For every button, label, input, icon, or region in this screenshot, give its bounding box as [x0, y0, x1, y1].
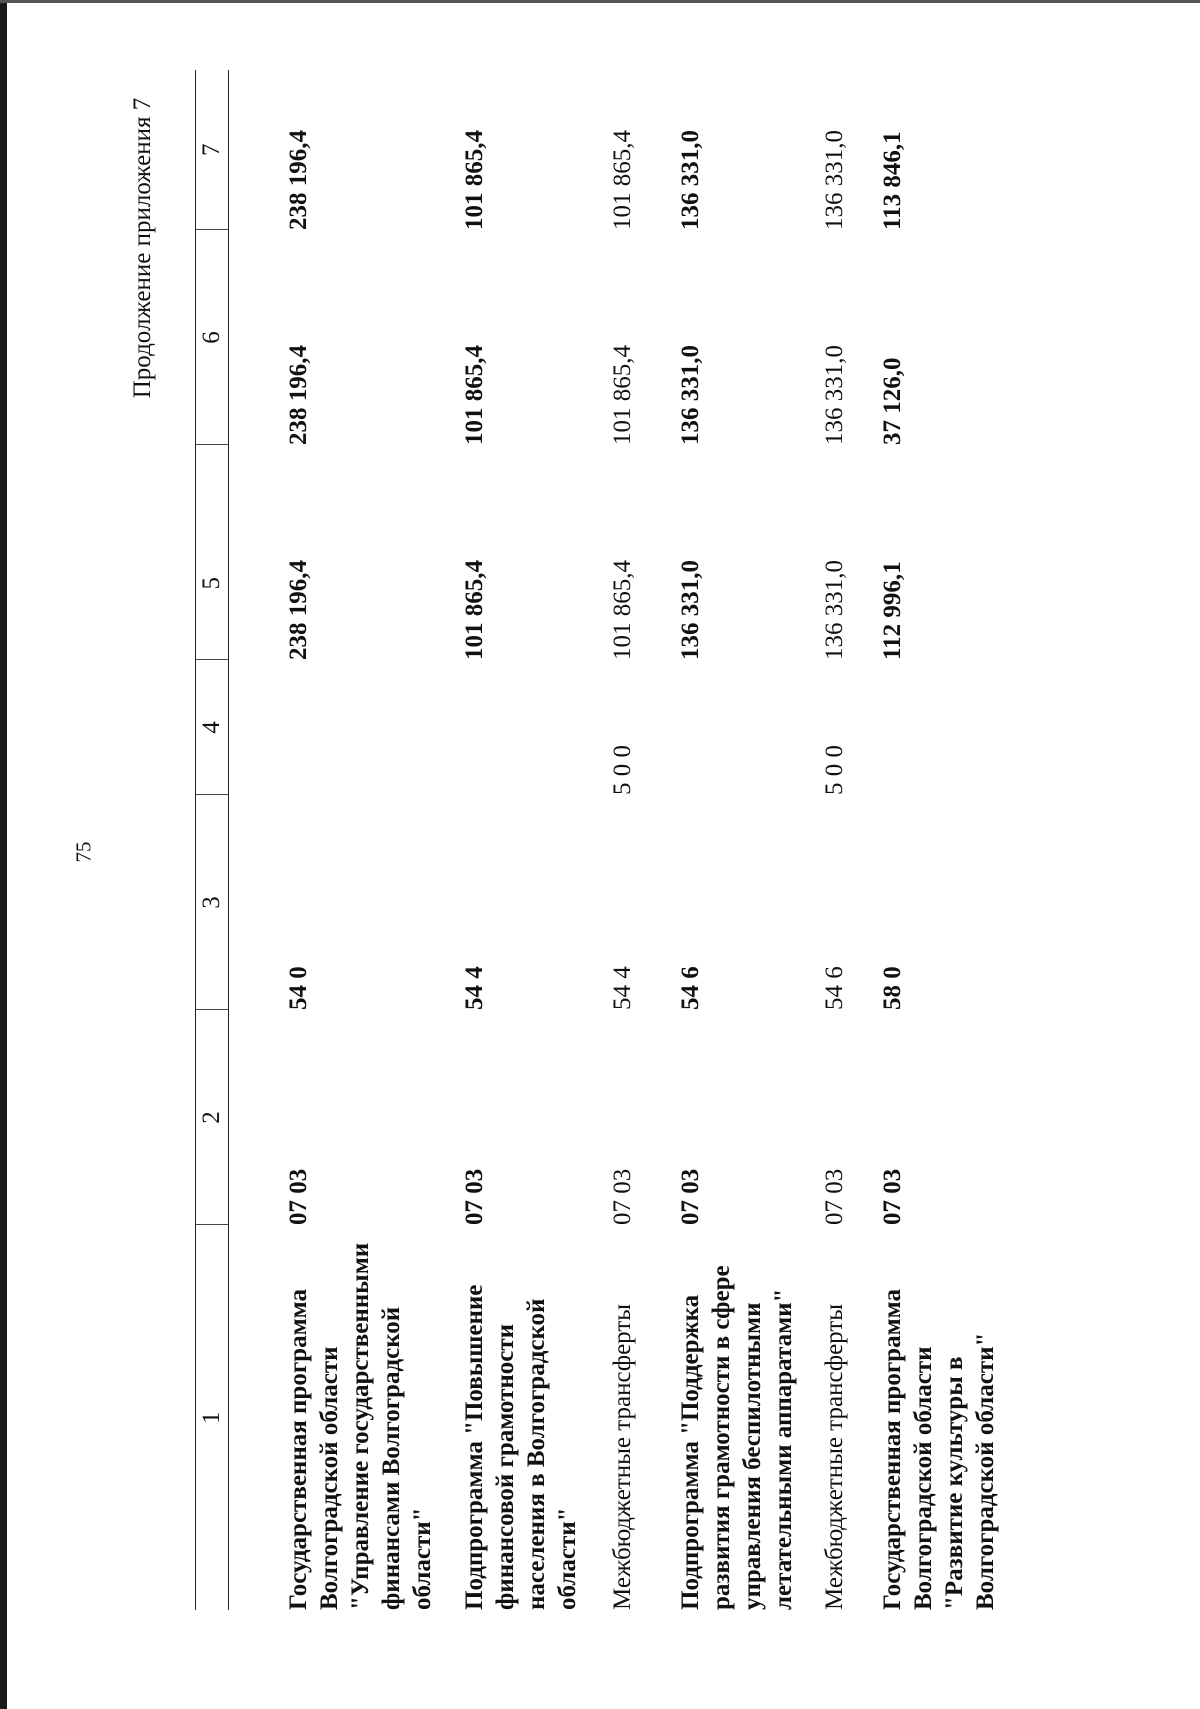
row-type: [877, 660, 1007, 795]
row-program: 54 0: [285, 966, 312, 1010]
header-col-7: 7: [196, 70, 229, 230]
row-value-7: 136 331,0: [821, 130, 848, 230]
table-row: [607, 70, 675, 1610]
row-name: Государственная программа Волгоградской области "Развитие культуры в Волгоградской области": [879, 1289, 999, 1610]
row-section: 07 03: [677, 1168, 704, 1225]
row-program: 54 4: [609, 966, 636, 1010]
row-type: [283, 660, 459, 795]
row-value-5: 101 865,4: [609, 560, 636, 660]
table-row: [877, 70, 1007, 1610]
row-program: 58 0: [879, 966, 906, 1010]
header-col-3: 3: [196, 795, 229, 1010]
row-section: 07 03: [609, 1168, 636, 1225]
row-value-6: 136 331,0: [821, 345, 848, 445]
header-col-6: 6: [196, 230, 229, 445]
scan-edge: [0, 0, 7, 1709]
budget-table: [195, 70, 1007, 1610]
row-value-5: 136 331,0: [821, 560, 848, 660]
row-name: Межбюджетные трансферты: [821, 1303, 848, 1610]
header-row: [196, 70, 229, 1610]
row-section: 07 03: [879, 1168, 906, 1225]
row-value-5: 238 196,4: [285, 560, 312, 660]
table-row: [459, 70, 607, 1610]
table-row: [819, 70, 877, 1610]
header-col-5: 5: [196, 445, 229, 660]
row-section: 07 03: [461, 1168, 488, 1225]
row-type: [459, 660, 607, 795]
row-value-6: 101 865,4: [461, 345, 488, 445]
row-value-7: 101 865,4: [461, 130, 488, 230]
row-section: 07 03: [821, 1168, 848, 1225]
row-program: 54 6: [677, 966, 704, 1010]
row-value-6: 238 196,4: [285, 345, 312, 445]
row-name: Подпрограмма "Поддержка развития грамотности в сфере управления беспилотными летательными аппаратами": [677, 1265, 797, 1610]
row-program: 54 4: [461, 966, 488, 1010]
row-value-5: 101 865,4: [461, 560, 488, 660]
rotated-table-container: [195, 70, 1035, 1610]
header-col-4: 4: [196, 660, 229, 795]
scan-edge-top: [0, 0, 1200, 3]
row-value-6: 101 865,4: [609, 345, 636, 445]
row-name: Межбюджетные трансферты: [609, 1303, 636, 1610]
row-value-7: 136 331,0: [677, 130, 704, 230]
continuation-label: Продолжение приложения 7: [129, 97, 156, 399]
row-value-6: 37 126,0: [879, 357, 906, 445]
row-value-7: 238 196,4: [285, 130, 312, 230]
row-value-5: 112 996,1: [879, 561, 906, 660]
table-row: [283, 70, 459, 1610]
row-program: 54 6: [821, 966, 848, 1010]
row-value-7: 113 846,1: [879, 131, 906, 230]
row-value-5: 136 331,0: [677, 560, 704, 660]
row-value-7: 101 865,4: [609, 130, 636, 230]
row-value-6: 136 331,0: [677, 345, 704, 445]
row-name: Государственная программа Волгоградской области "Управление государственными финансами Волгоградской области": [285, 1242, 436, 1610]
header-col-1: 1: [196, 1225, 229, 1610]
spacer-row: [229, 70, 284, 1610]
row-type: [675, 660, 819, 795]
row-name: Подпрограмма "Повышение финансовой грамотности населения в Волгоградской области": [461, 1284, 581, 1610]
row-section: 07 03: [285, 1168, 312, 1225]
row-type: 5 0 0: [821, 745, 848, 795]
table-row: [675, 70, 819, 1610]
page-number: 75: [71, 841, 96, 863]
header-col-2: 2: [196, 1010, 229, 1225]
row-type: 5 0 0: [609, 745, 636, 795]
